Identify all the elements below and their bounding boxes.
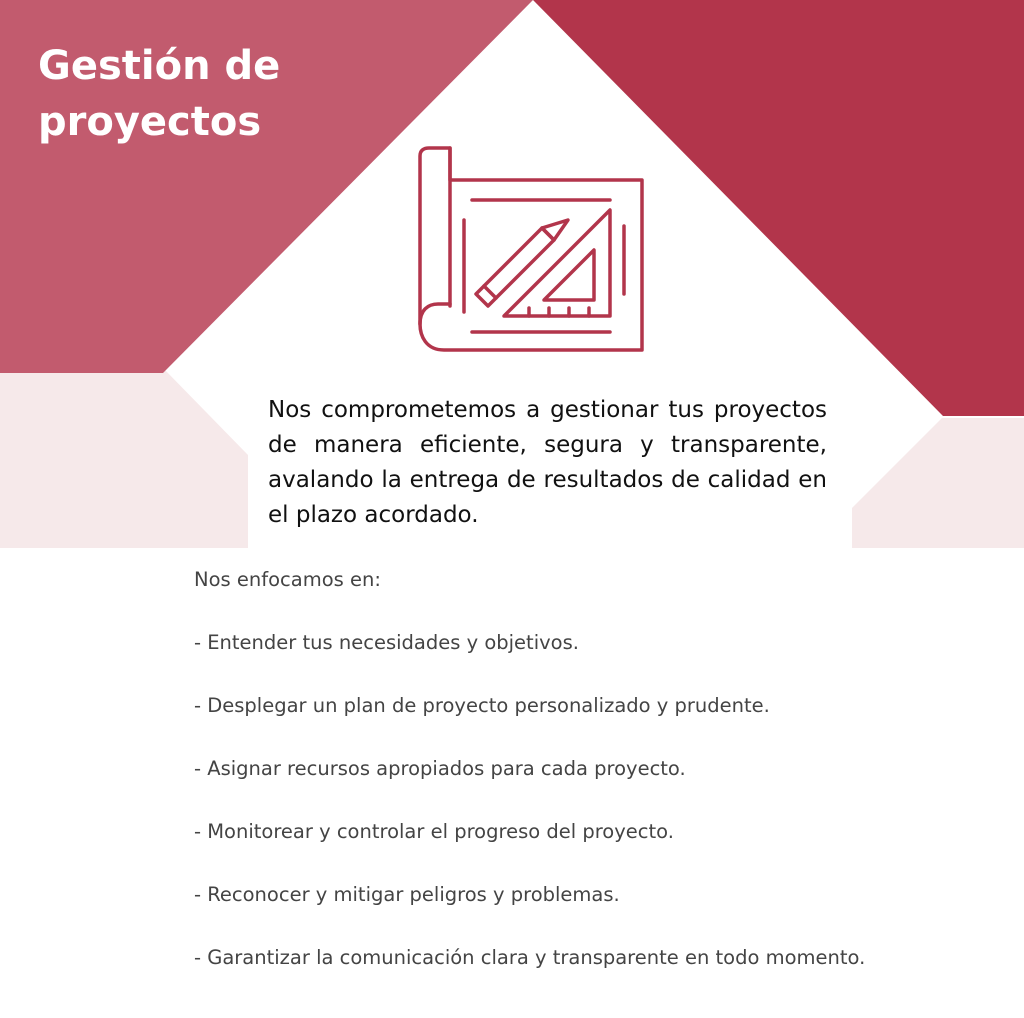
focus-intro: Nos enfocamos en:: [194, 568, 381, 591]
commitment-text: Nos comprometemos a gestionar tus proyectos de manera eficiente, segura y transparente, avalando la entrega de resultados de calidad en el plazo acordado.: [268, 397, 827, 528]
focus-item: - Entender tus necesidades y objetivos.: [194, 631, 579, 654]
focus-section: [194, 564, 914, 973]
focus-item: - Garantizar la comunicación clara y transparente en todo momento.: [194, 946, 866, 969]
focus-list: [194, 627, 914, 973]
light-band-right: [852, 418, 1024, 548]
focus-item: - Monitorear y controlar el progreso del proyecto.: [194, 820, 674, 843]
focus-item: - Desplegar un plan de proyecto personalizado y prudente.: [194, 694, 770, 717]
focus-item: - Reconocer y mitigar peligros y problemas.: [194, 883, 620, 906]
page-title: Gestión de proyectos: [38, 43, 281, 145]
light-band-left: [0, 370, 248, 548]
focus-item: - Asignar recursos apropiados para cada proyecto.: [194, 757, 686, 780]
blueprint-icon: [414, 144, 650, 358]
